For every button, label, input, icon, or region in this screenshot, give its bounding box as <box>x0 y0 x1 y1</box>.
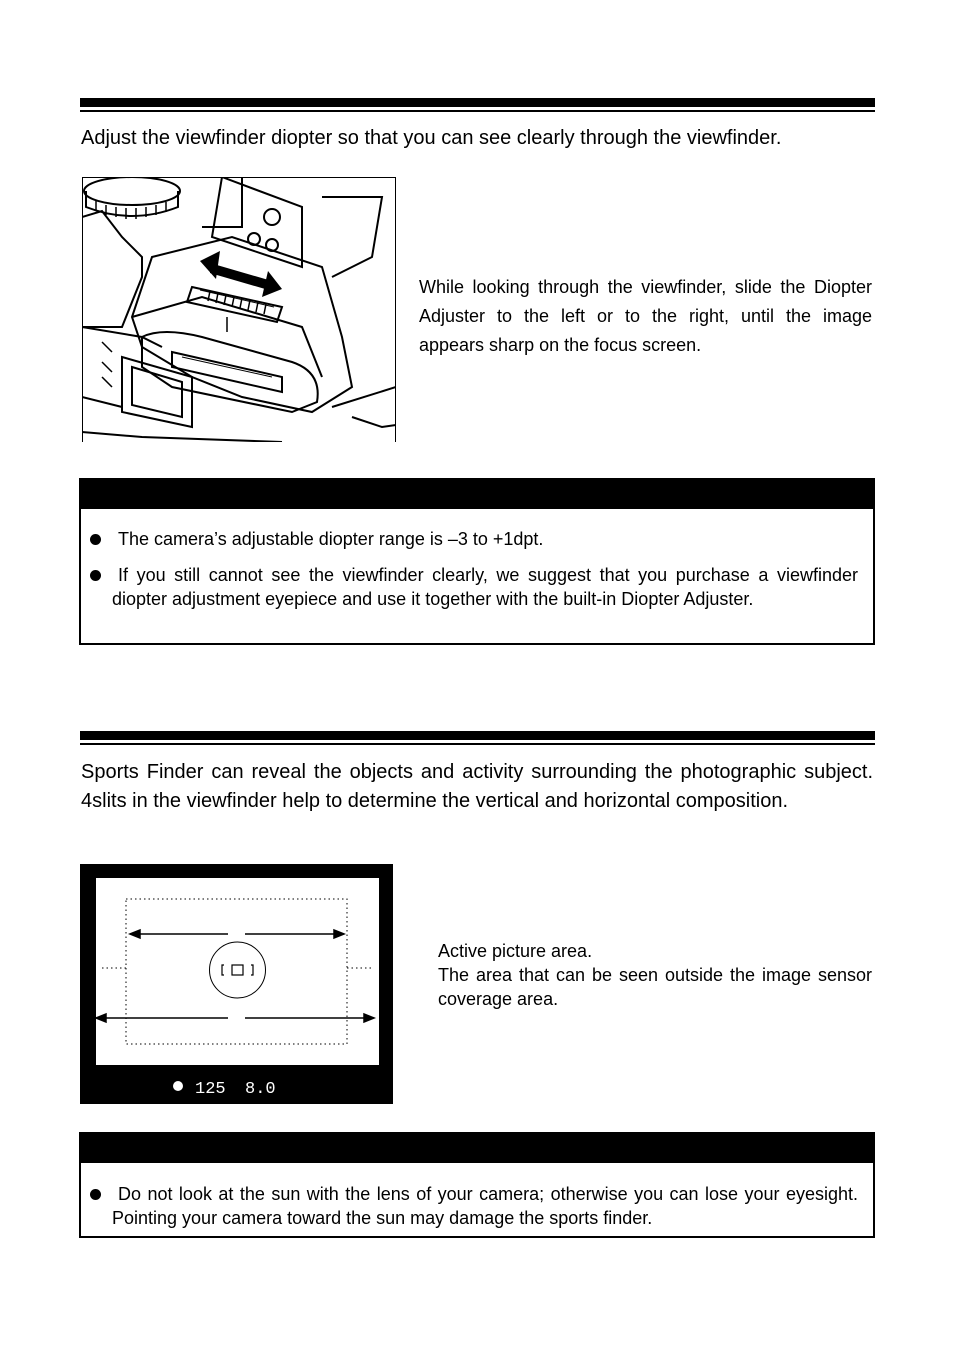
list-item: The camera’s adjustable diopter range is –3 to +1dpt. <box>90 527 858 551</box>
notes-header-bar <box>81 480 873 509</box>
diopter-adjuster-illustration <box>82 177 396 442</box>
sports-finder-legend <box>438 939 872 1011</box>
bullet-icon <box>90 534 101 545</box>
warning-header-bar <box>81 1134 873 1163</box>
diopter-notes-box <box>79 478 875 645</box>
section-divider-sports-finder <box>80 731 875 745</box>
legend-outside-area: The area that can be seen outside the image sensor coverage area. <box>438 965 872 1009</box>
viewfinder-diagram <box>80 864 393 1104</box>
section-divider-diopter <box>80 98 875 112</box>
legend-active-area: Active picture area. <box>438 941 593 961</box>
bullet-icon <box>90 1189 101 1200</box>
list-item: Do not look at the sun with the lens of your camera; otherwise you can lose your eyesight. Pointing your camera toward the sun may damage the sports finder. <box>90 1182 858 1230</box>
diopter-intro: Adjust the viewfinder diopter so that you can see clearly through the viewfinder. <box>81 127 782 149</box>
display-aperture: 8.0 <box>245 1080 276 1099</box>
diopter-instruction: While looking through the viewfinder, slide the Diopter Adjuster to the left or to the right, until the image appears sharp on the focus screen. <box>419 277 872 355</box>
sports-finder-warning-box <box>79 1132 875 1238</box>
sports-finder-intro: Sports Finder can reveal the objects and activity surrounding the photographic subject. 4slits in the viewfinder help to determine the vertical and horizontal composition. <box>81 761 873 812</box>
bullet-icon <box>90 570 101 581</box>
list-item: If you still cannot see the viewfinder clearly, we suggest that you purchase a viewfinder diopter adjustment eyepiece and use it together with the built-in Diopter Adjuster. <box>90 563 858 611</box>
display-shutter-speed: 125 <box>195 1080 226 1099</box>
